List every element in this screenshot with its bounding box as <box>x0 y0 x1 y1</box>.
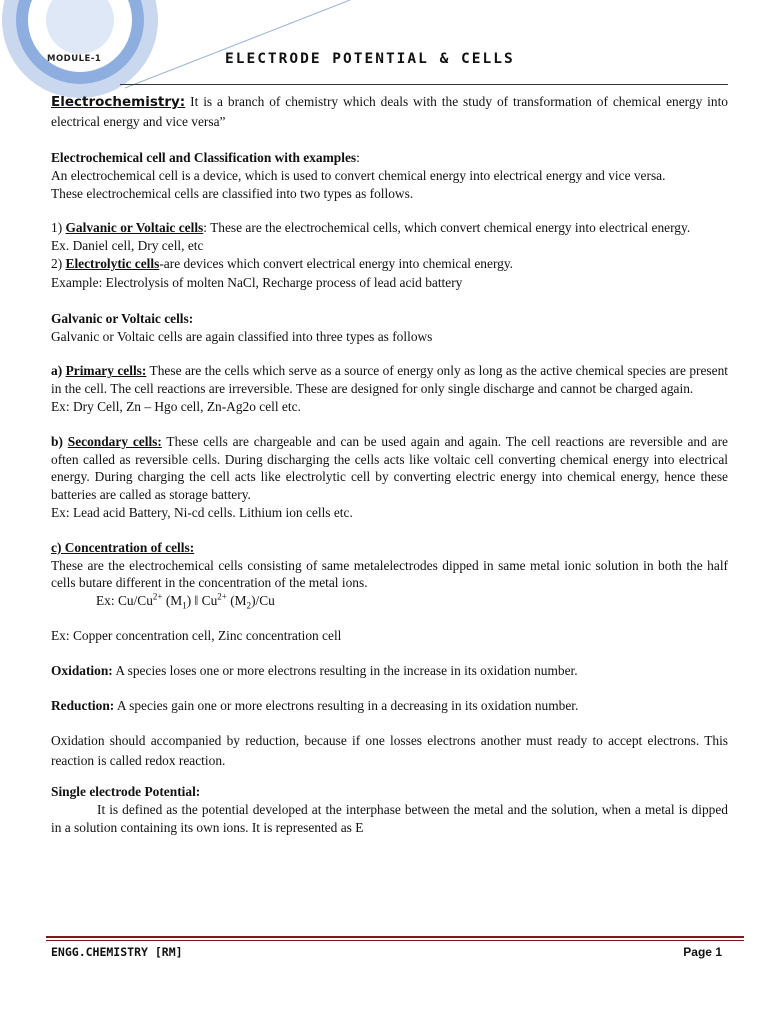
page-number: Page 1 <box>683 945 722 959</box>
title-divider <box>120 84 728 85</box>
footer-divider-thin <box>46 940 744 941</box>
module-label: MODULE-1 <box>47 54 102 64</box>
term-primary-cells: Primary cells: <box>65 363 147 379</box>
paragraph: It is defined as the potential developed at the interphase between the metal and the solution, when a metal is dipped in a solution containing its own ions. It is represented as E <box>51 802 728 835</box>
list-item-galvanic: 1) Galvanic or Voltaic cells: These are the electrochemical cells, which convert chemical energy into electrical energy. <box>51 220 691 236</box>
definition-reduction: Reduction: A species gain one or more electrons resulting in a decreasing in its oxidation number. <box>51 697 579 713</box>
header-swoosh-line <box>120 0 360 90</box>
cell-notation: Ex: $Cu/Cu^{2+}$ $(M_1)$ ‖ $Cu^{2+}$ $(M_2)/Cu$ <box>96 591 275 611</box>
heading-galvanic-voltaic: Galvanic or Voltaic cells: <box>51 310 194 326</box>
term-reduction: Reduction: <box>51 697 115 713</box>
list-item-electrolytic: 2) Electrolytic cells-are devices which convert electrical energy into chemical energy. <box>51 255 514 271</box>
paragraph: Galvanic or Voltaic cells are again classified into three types as follows <box>51 328 433 344</box>
term-electrochemistry: Electrochemistry: <box>51 94 186 110</box>
paragraph-redox: Oxidation should accompanied by reduction, because if one losses electrons another must ready to accept electrons. This reaction is called redox reaction. <box>51 733 728 769</box>
term-electrolytic: Electrolytic cells <box>65 255 160 271</box>
heading-single-electrode: Single electrode Potential: <box>51 784 201 800</box>
section-electrochemical-cell: Electrochemical cell and Classification with examples: <box>51 150 360 165</box>
footer-divider <box>46 936 744 938</box>
term-secondary-cells: Secondary cells: <box>67 433 162 449</box>
document-body <box>51 92 728 837</box>
section-primary-cells: a) Primary cells: These are the cells which serve as a source of energy only as long as the active chemical species are present in the cell. The cell reactions are irreversible. These are designed for only single discharge and cannot be charged again. <box>51 363 728 397</box>
footer-course: ENGG.CHEMISTRY [RM] <box>51 945 183 959</box>
example-line: Example: Electrolysis of molten NaCl, Recharge process of lead acid battery <box>51 274 463 290</box>
definition-electrochemistry: Electrochemistry: It is a branch of chemistry which deals with the study of transformation of chemical energy into electrical energy and vice versa” <box>51 94 728 129</box>
paragraph: These electrochemical cells are classified into two types as follows. <box>51 185 414 201</box>
example-line: Ex: Lead acid Battery, Ni-cd cells. Lithium ion cells etc. <box>51 504 353 520</box>
section-secondary-cells: b) Secondary cells: These cells are chargeable and can be used again and again. The cell reactions are reversible and are often called as reversible cells. During discharging the cells acts like voltaic cell converting chemical energy into electrical energy. During charging the cell acts like electrolytic cell by converting electric energy into chemical energy, hence these batteries are called as storage battery. <box>51 433 728 503</box>
paragraph: An electrochemical cell is a device, which is used to convert chemical energy into electrical energy and vice versa. <box>51 167 666 183</box>
definition-oxidation: Oxidation: A species loses one or more electrons resulting in the increase in its oxidation number. <box>51 662 578 678</box>
example-line: Ex. Daniel cell, Dry cell, etc <box>51 238 204 254</box>
heading-electrochemical-cell: Electrochemical cell and Classification with examples <box>51 150 357 165</box>
term-galvanic: Galvanic or Voltaic cells <box>65 220 204 236</box>
heading-concentration-cells: c) Concentration of cells: <box>51 539 195 555</box>
page-title: ELECTRODE POTENTIAL & CELLS <box>225 51 515 67</box>
example-line: Ex: Dry Cell, Zn – Hgo cell, Zn-Ag2o cell etc. <box>51 398 301 414</box>
example-line: Ex: Copper concentration cell, Zinc concentration cell <box>51 627 342 643</box>
paragraph: These are the electrochemical cells consisting of same metalelectrodes dipped in same metal ionic solution in both the half cells butare different in the concentration of the metal ions. <box>51 557 728 591</box>
term-oxidation: Oxidation: <box>51 662 113 678</box>
